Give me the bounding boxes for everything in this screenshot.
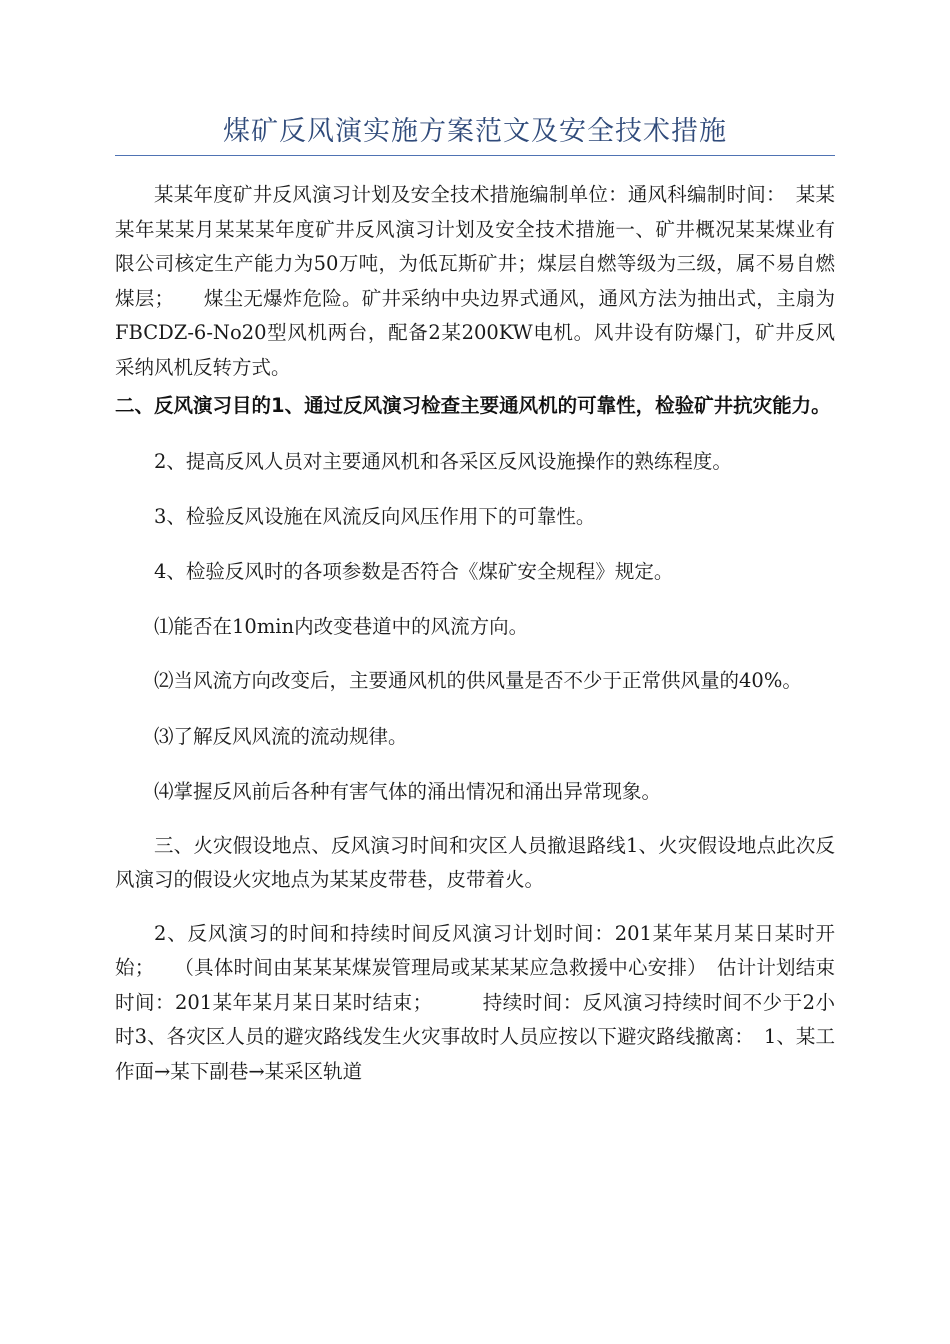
paragraph-overview: 某某年度矿井反风演习计划及安全技术措施编制单位：通风科编制时间： 某某某年某某月某某某年度矿井反风演习计划及安全技术措施一、矿井概况某某煤业有限公司核定生产能力为50万吨，为低瓦斯矿井；煤层自燃等级为三级，属不易自燃煤层； 煤尘无爆炸危险。矿井采纳中央边界式通风，通风方法为抽出式，主扇为FBCDZ-6-No20型风机两台，配备2某200KW电机。风井设有防爆门，矿井反风采纳风机反转方式。 bbox=[115, 183, 835, 379]
paragraph-item-1: ⑴能否在10min内改变巷道中的风流方向。 bbox=[154, 615, 529, 638]
paragraph-item-3: ⑶了解反风风流的流动规律。 bbox=[154, 724, 408, 748]
paragraph-purpose-4: 4、检验反风时的各项参数是否符合《煤矿安全规程》规定。 bbox=[154, 560, 674, 583]
document-title: 煤矿反风演实施方案范文及安全技术措施 bbox=[223, 116, 727, 147]
document-body bbox=[115, 178, 835, 1089]
paragraph-item-4: ⑷掌握反风前后各种有害气体的涌出情况和涌出异常现象。 bbox=[154, 779, 662, 803]
title-underline bbox=[115, 155, 835, 156]
section-heading-purpose: 二、反风演习目的1、通过反风演习检查主要通风机的可靠性，检验矿井抗灾能力。 bbox=[115, 394, 831, 417]
paragraph-drill-time: 2、反风演习的时间和持续时间反风演习计划时间：201某年某月某日某时开始； （具体时间由某某某煤炭管理局或某某某应急救援中心安排） 估计计划结束时间：201某年某月某日某时结束； 持续时间：反风演习持续时间不少于2小时3、各灾区人员的避灾路线发生火灾事故时人员应按以下避灾路线撤离： 1、某工作面→某下副巷→某采区轨道 bbox=[115, 921, 835, 1083]
paragraph-purpose-3: 3、检验反风设施在风流反向风压作用下的可靠性。 bbox=[154, 505, 596, 528]
paragraph-item-2: ⑵当风流方向改变后，主要通风机的供风量是否不少于正常供风量的40%。 bbox=[154, 669, 802, 692]
paragraph-section-3: 三、火灾假设地点、反风演习时间和灾区人员撤退路线1、火灾假设地点此次反风演习的假设火灾地点为某某皮带巷，皮带着火。 bbox=[115, 833, 835, 891]
paragraph-purpose-2: 2、提高反风人员对主要通风机和各采区反风设施操作的熟练程度。 bbox=[154, 450, 732, 473]
